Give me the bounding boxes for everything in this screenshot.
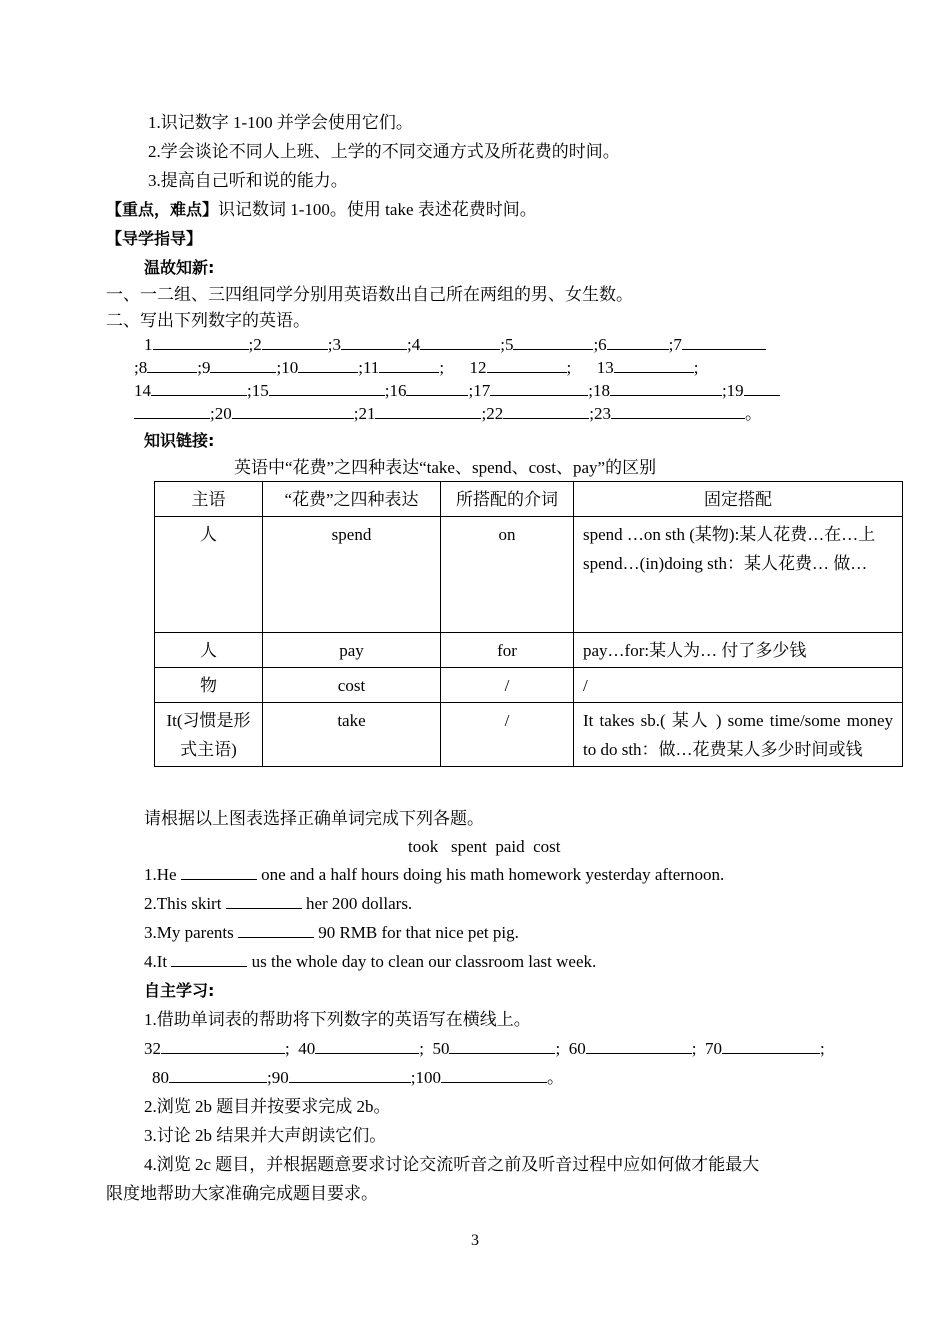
number-label: 3 bbox=[332, 335, 341, 354]
answer-blank[interactable] bbox=[722, 1038, 820, 1054]
table-row bbox=[155, 517, 903, 633]
key-points bbox=[106, 199, 537, 221]
separator: ; bbox=[691, 1039, 705, 1058]
separator: ; bbox=[384, 381, 390, 400]
key-points-text: 识记数词 1-100。使用 take 表述花费时间。 bbox=[218, 200, 537, 219]
number-label: 32 bbox=[144, 1039, 161, 1058]
cell-verb: pay bbox=[263, 633, 441, 668]
number-label: 9 bbox=[201, 358, 211, 377]
review-item-2: 二、写出下列数字的英语。 bbox=[106, 311, 310, 330]
number-label: 70 bbox=[704, 1039, 722, 1058]
question-2: 2.This skirt her 200 dollars. bbox=[144, 894, 413, 913]
number-label: 40 bbox=[298, 1039, 316, 1058]
cell-prep: / bbox=[441, 668, 574, 703]
number-label: 23 bbox=[593, 404, 611, 423]
self-study-item-1: 1.借助单词表的帮助将下列数字的英语写在横线上。 bbox=[144, 1010, 531, 1029]
answer-blank[interactable] bbox=[586, 1038, 692, 1054]
header-preposition: 所搭配的介词 bbox=[441, 482, 574, 517]
separator: ; bbox=[410, 1068, 416, 1087]
separator: ; bbox=[248, 335, 254, 354]
separator: 。 bbox=[546, 1068, 564, 1087]
answer-blank[interactable] bbox=[611, 403, 745, 419]
answer-blank[interactable] bbox=[161, 1038, 285, 1054]
number-label: 60 bbox=[568, 1039, 586, 1058]
answer-blank[interactable] bbox=[375, 403, 481, 419]
number-label: 5 bbox=[504, 335, 514, 354]
self-study-item-4-cont: 限度地帮助大家准确完成题目要求。 bbox=[106, 1184, 378, 1203]
number-label: 7 bbox=[673, 335, 682, 354]
answer-blank[interactable] bbox=[315, 1038, 419, 1054]
answer-blank[interactable] bbox=[151, 380, 247, 396]
answer-blank[interactable] bbox=[379, 357, 439, 373]
answer-blank[interactable] bbox=[134, 403, 210, 419]
number-label: 50 bbox=[432, 1039, 450, 1058]
separator: ; bbox=[439, 358, 470, 377]
number-label: 1 bbox=[144, 335, 153, 354]
separator: ; bbox=[593, 335, 599, 354]
answer-blank[interactable] bbox=[406, 380, 468, 396]
usage-line: spend …on sth (某物):某人花费…在…上 bbox=[583, 525, 876, 544]
number-label: 19 bbox=[726, 381, 744, 400]
answer-blank[interactable] bbox=[610, 380, 722, 396]
answer-blank[interactable] bbox=[210, 357, 276, 373]
comparison-table bbox=[154, 481, 903, 767]
number-row-1 bbox=[144, 334, 766, 356]
cell-verb: spend bbox=[263, 517, 441, 633]
separator: ; bbox=[327, 335, 333, 354]
answer-blank[interactable] bbox=[289, 1067, 411, 1083]
table-row bbox=[155, 633, 903, 668]
separator: ; bbox=[555, 1039, 569, 1058]
separator: ; bbox=[353, 404, 359, 423]
number-label: 22 bbox=[486, 404, 504, 423]
answer-blank[interactable] bbox=[262, 334, 328, 350]
cell-usage: pay…for:某人为… 付了多少钱 bbox=[574, 633, 903, 668]
page-number: 3 bbox=[471, 1232, 479, 1249]
separator: ; bbox=[481, 404, 487, 423]
table-title: 英语中“花费”之四种表达“take、spend、cost、pay”的区别 bbox=[234, 458, 657, 477]
answer-blank[interactable] bbox=[744, 380, 780, 396]
number-label: 80 bbox=[152, 1068, 169, 1087]
number-label: 10 bbox=[281, 358, 299, 377]
cell-prep: / bbox=[441, 703, 574, 767]
header-subject: 主语 bbox=[155, 482, 263, 517]
number-row-2 bbox=[134, 357, 699, 379]
review-item-1: 一、一二组、三四组同学分别用英语数出自己所在两组的男、女生数。 bbox=[106, 285, 633, 304]
number-label: 12 bbox=[469, 358, 487, 377]
number-label: 90 bbox=[271, 1068, 289, 1087]
separator: ; bbox=[721, 381, 727, 400]
objective-1: 1.识记数字 1-100 并学会使用它们。 bbox=[148, 113, 413, 132]
separator: ; bbox=[468, 381, 474, 400]
number-label: 18 bbox=[592, 381, 610, 400]
separator: ; bbox=[267, 1068, 272, 1087]
answer-blank[interactable] bbox=[169, 1067, 267, 1083]
self-study-item-4: 4.浏览 2c 题目，并根据题意要求讨论交流听音之前及听音过程中应如何做才能最大 bbox=[144, 1155, 760, 1174]
separator: ; bbox=[589, 404, 594, 423]
separator: 。 bbox=[744, 404, 762, 423]
answer-blank[interactable] bbox=[341, 334, 407, 350]
answer-blank[interactable] bbox=[441, 1067, 547, 1083]
number-label: 13 bbox=[596, 358, 614, 377]
separator: ; bbox=[419, 1039, 433, 1058]
self-study-item-3: 3.讨论 2b 结果并大声朗读它们。 bbox=[144, 1126, 387, 1145]
cell-usage: It takes sb.( 某人 ) some time/some money to do sth：做…花费某人多少时间或钱 bbox=[574, 703, 903, 767]
answer-blank[interactable] bbox=[171, 951, 247, 967]
answer-blank[interactable] bbox=[487, 357, 567, 373]
answer-blank[interactable] bbox=[232, 403, 354, 419]
tens-row-2 bbox=[152, 1067, 564, 1089]
cell-prep: for bbox=[441, 633, 574, 668]
objective-2: 2.学会谈论不同人上班、上学的不同交通方式及所花费的时间。 bbox=[148, 142, 620, 161]
separator: ; bbox=[566, 358, 597, 377]
number-label: 16 bbox=[389, 381, 407, 400]
review-heading: 温故知新: bbox=[144, 258, 215, 277]
answer-blank[interactable] bbox=[181, 864, 257, 880]
objective-3: 3.提高自己听和说的能力。 bbox=[148, 171, 348, 190]
answer-blank[interactable] bbox=[513, 334, 593, 350]
number-label: 15 bbox=[251, 381, 269, 400]
answer-blank[interactable] bbox=[607, 334, 669, 350]
table-header-row bbox=[155, 482, 903, 517]
separator: ; bbox=[210, 404, 215, 423]
self-study-heading: 自主学习: bbox=[144, 981, 215, 1000]
answer-blank[interactable] bbox=[503, 403, 589, 419]
table-row bbox=[155, 668, 903, 703]
answer-blank[interactable] bbox=[490, 380, 588, 396]
question-4: 4.It us the whole day to clean our classroom last week. bbox=[144, 952, 597, 971]
separator: ; bbox=[285, 1039, 299, 1058]
separator: ; bbox=[358, 358, 363, 377]
exercise-instruction: 请根据以上图表选择正确单词完成下列各题。 bbox=[144, 809, 484, 828]
question-1: 1.He one and a half hours doing his math homework yesterday afternoon. bbox=[144, 865, 725, 884]
table-row bbox=[155, 703, 903, 767]
number-label: 6 bbox=[598, 335, 607, 354]
answer-blank[interactable] bbox=[420, 334, 500, 350]
usage-line: spend…(in)doing sth：某人花费… 做… bbox=[583, 554, 868, 573]
answer-blank[interactable] bbox=[682, 334, 766, 350]
question-3: 3.My parents 90 RMB for that nice pet pig. bbox=[144, 923, 519, 942]
number-label: 2 bbox=[253, 335, 262, 354]
number-label: 100 bbox=[415, 1068, 441, 1087]
cell-subject: 人 bbox=[155, 633, 263, 668]
separator: ; bbox=[500, 335, 505, 354]
header-expression: “花费”之四种表达 bbox=[263, 482, 441, 517]
number-label: 17 bbox=[473, 381, 491, 400]
answer-blank[interactable] bbox=[147, 357, 197, 373]
separator: ; bbox=[668, 335, 674, 354]
guide-heading: 【导学指导】 bbox=[106, 229, 203, 248]
answer-blank[interactable] bbox=[449, 1038, 555, 1054]
knowledge-heading: 知识链接: bbox=[144, 431, 215, 450]
cell-usage bbox=[574, 517, 903, 633]
tens-row-1 bbox=[144, 1038, 825, 1060]
number-row-3 bbox=[134, 380, 780, 402]
answer-blank[interactable] bbox=[269, 380, 385, 396]
number-label: 4 bbox=[411, 335, 421, 354]
separator: ; bbox=[406, 335, 412, 354]
number-label: 8 bbox=[138, 358, 148, 377]
separator: ; bbox=[819, 1039, 825, 1058]
cell-usage: / bbox=[574, 668, 903, 703]
separator: ; bbox=[247, 381, 252, 400]
word-bank: took spent paid cost bbox=[408, 837, 561, 856]
separator: ; bbox=[276, 358, 282, 377]
separator: ; bbox=[693, 358, 699, 377]
self-study-item-2: 2.浏览 2b 题目并按要求完成 2b。 bbox=[144, 1097, 391, 1116]
header-usage: 固定搭配 bbox=[574, 482, 903, 517]
separator: ; bbox=[197, 358, 202, 377]
separator: ; bbox=[134, 358, 139, 377]
answer-blank[interactable] bbox=[614, 357, 694, 373]
key-points-label: 【重点，难点】 bbox=[106, 200, 219, 219]
cell-subject: 物 bbox=[155, 668, 263, 703]
cell-subject: It(习惯是形式主语) bbox=[155, 703, 263, 767]
answer-blank[interactable] bbox=[153, 334, 249, 350]
cell-prep: on bbox=[441, 517, 574, 633]
answer-blank[interactable] bbox=[298, 357, 358, 373]
number-label: 21 bbox=[358, 404, 376, 423]
number-label: 11 bbox=[362, 358, 380, 377]
answer-blank[interactable] bbox=[238, 922, 314, 938]
cell-verb: cost bbox=[263, 668, 441, 703]
number-row-4 bbox=[134, 403, 762, 425]
separator: ; bbox=[588, 381, 593, 400]
answer-blank[interactable] bbox=[226, 893, 302, 909]
cell-verb: take bbox=[263, 703, 441, 767]
cell-subject: 人 bbox=[155, 517, 263, 633]
number-label: 14 bbox=[134, 381, 151, 400]
number-label: 20 bbox=[214, 404, 232, 423]
